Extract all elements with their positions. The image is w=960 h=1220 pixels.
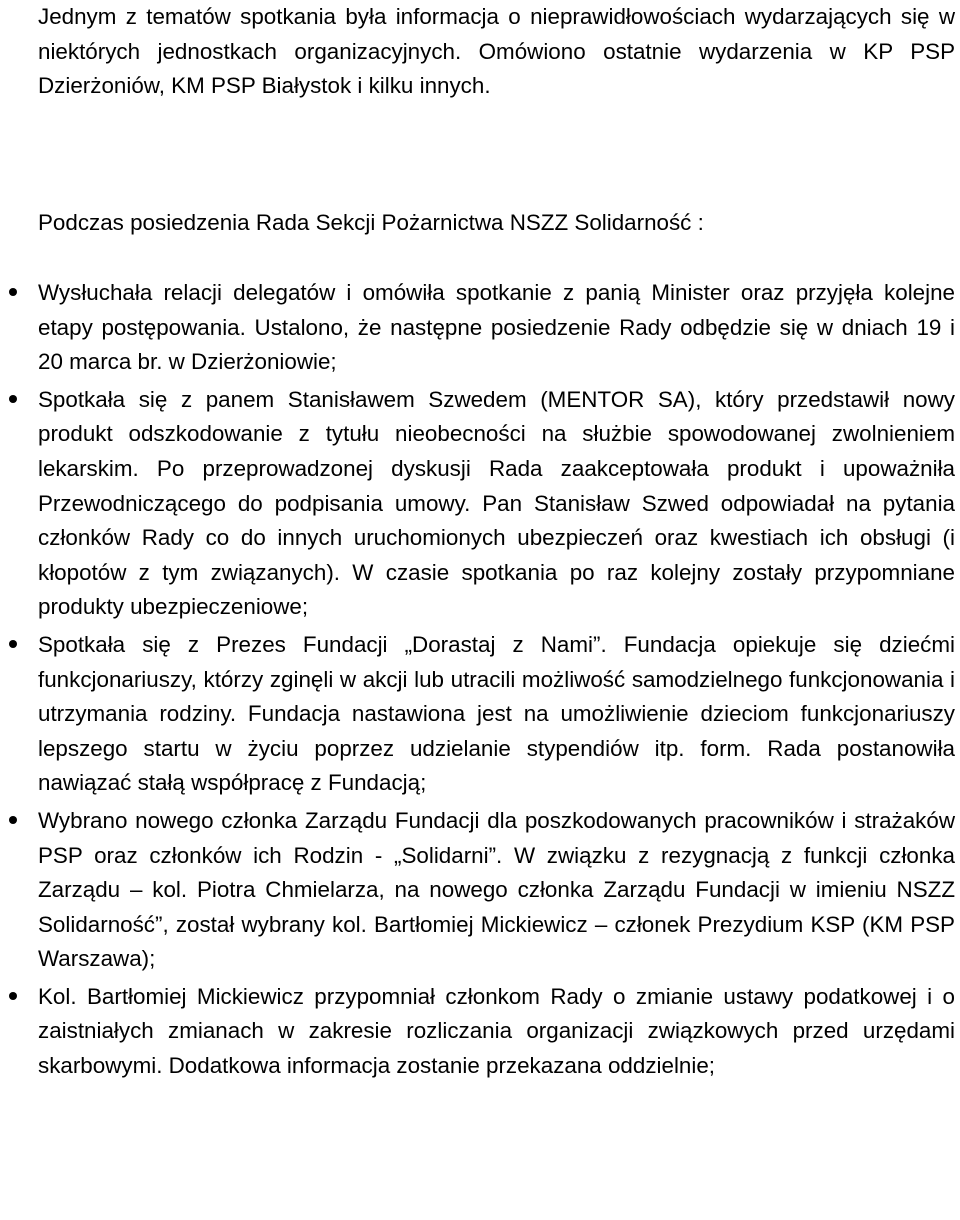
list-item xyxy=(38,980,955,1084)
list-item-text: Wybrano nowego członka Zarządu Fundacji dla poszkodowanych pracowników i strażaków PSP oraz członków ich Rodzin - „Solidarni”. W związku z rezygnacją z funkcji członka Zarządu – kol. Piotra Chmielarza, na nowego członka Zarządu Fundacji w imieniu NSZZ Solidarność”, został wybrany kol. Bartłomiej Mickiewicz – członek Prezydium KSP (KM PSP Warszawa); xyxy=(38,807,955,972)
bullet-icon xyxy=(9,816,17,824)
bullet-icon xyxy=(9,395,17,403)
bullet-icon xyxy=(9,992,17,1000)
list-item-text: Kol. Bartłomiej Mickiewicz przypomniał członkom Rady o zmianie ustawy podatkowej i o zaistniałych zmianach w zakresie rozliczania organizacji związkowych przed urzędami skarbowymi. Dodatkowa informacja zostanie przekazana oddzielnie; xyxy=(38,983,955,1079)
list-item xyxy=(38,628,955,801)
bullet-list xyxy=(0,276,960,1084)
intro-paragraph: Jednym z tematów spotkania była informacja o nieprawidłowościach wydarzających się w niektórych jednostkach organizacyjnych. Omówiono ostatnie wydarzenia w KP PSP Dzierżoniów, KM PSP Białystok i kilku innych. xyxy=(38,4,955,99)
list-item xyxy=(38,804,955,977)
list-item xyxy=(38,383,955,625)
list-item xyxy=(38,276,955,380)
council-heading: Podczas posiedzenia Rada Sekcji Pożarnictwa NSZZ Solidarność : xyxy=(38,210,704,235)
list-item-text: Spotkała się z Prezes Fundacji „Dorastaj z Nami”. Fundacja opiekuje się dziećmi funkcjonariuszy, którzy zginęli w akcji lub utracili możliwość samodzielnego funkcjonowania i utrzymania rodziny. Fundacja nastawiona jest na umożliwienie dzieciom funkcjonariuszy lepszego startu w życiu poprzez udzielanie stypendiów itp. form. Rada postanowiła nawiązać stałą współpracę z Fundacją; xyxy=(38,631,955,796)
list-item-text: Wysłuchała relacji delegatów i omówiła spotkanie z panią Minister oraz przyjęła kolejne etapy postępowania. Ustalono, że następne posiedzenie Rady odbędzie się w dniach 19 i 20 marca br. w Dzierżoniowie; xyxy=(38,280,955,375)
bullet-icon xyxy=(9,640,17,648)
bullet-icon xyxy=(9,288,17,296)
list-item-text: Spotkała się z panem Stanisławem Szwedem (MENTOR SA), który przedstawił nowy produkt odszkodowanie z tytułu nieobecności na służbie spowodowanej zwolnieniem lekarskim. Po przeprowadzonej dyskusji Rada zaakceptowała produkt i upoważniła Przewodniczącego do podpisania umowy. Pan Stanisław Szwed odpowiadał na pytania członków Rady co do innych uruchomionych ubezpieczeń oraz kwestiach ich obsługi (i kłopotów z tym związanych). W czasie spotkania po raz kolejny zostały przypomniane produkty ubezpieczeniowe; xyxy=(38,386,955,620)
